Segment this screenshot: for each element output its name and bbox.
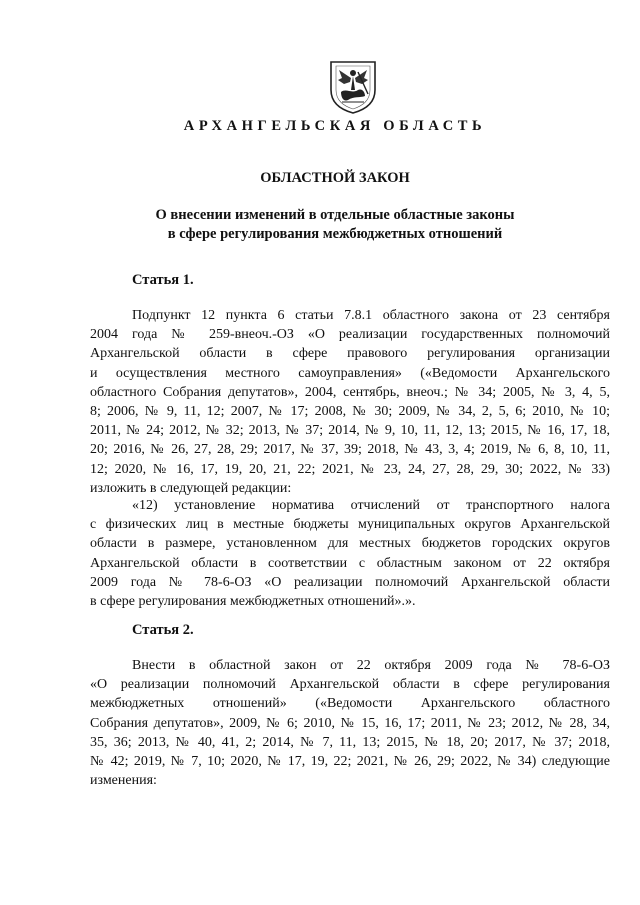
article-1-paragraph-1 bbox=[90, 306, 610, 498]
paragraph-line: и осуществления местного самоуправления» («Ведомости Архангельского bbox=[90, 365, 610, 381]
paragraph-line: 2004 года № 259-внеоч.-ОЗ «О реализации государственных полномочий bbox=[90, 327, 610, 343]
law-type-title: ОБЛАСТНОЙ ЗАКОН bbox=[260, 170, 410, 186]
paragraph-line: Подпункт 12 пункта 6 статьи 7.8.1 областного закона от 23 сентября bbox=[132, 308, 610, 323]
paragraph-line: 2011, № 24; 2012, № 32; 2013, № 37; 2014, № 9, 10, 11, 12, 13; 2015, № 16, 17, 18, bbox=[90, 423, 610, 439]
paragraph-line: изложить в следующей редакции: bbox=[90, 480, 292, 496]
article-2-paragraph-1 bbox=[90, 656, 610, 790]
article-2-heading: Статья 2. bbox=[132, 622, 194, 638]
coat-of-arms-emblem bbox=[328, 60, 378, 114]
law-subtitle-line: в сфере регулирования межбюджетных отношений bbox=[167, 226, 503, 242]
paragraph-line: Внести в областной закон от 22 октября 2009 года № 78-6-ОЗ bbox=[132, 658, 610, 673]
paragraph-line: области в размере, установленном для местных бюджетов городских округов bbox=[90, 536, 610, 552]
paragraph-line: изменения: bbox=[90, 773, 157, 789]
article-1-heading: Статья 1. bbox=[132, 272, 194, 288]
region-title: АРХАНГЕЛЬСКАЯ ОБЛАСТЬ bbox=[183, 118, 487, 134]
paragraph-line: Собрания депутатов», 2009, № 6; 2010, № 15, 16, 17; 2011, № 23; 2012, № 28, 34, bbox=[90, 715, 610, 731]
paragraph-line: 12; 2020, № 16, 17, 19, 20, 21, 22; 2021, № 23, 24, 27, 28, 29, 30; 2022, № 33) bbox=[90, 461, 610, 477]
paragraph-line: Архангельской области в сфере правового регулирования организации bbox=[90, 346, 610, 362]
paragraph-line: межбюджетных отношений» («Ведомости Архангельского областного bbox=[90, 696, 610, 712]
paragraph-line: с физических лиц в местные бюджеты муниципальных округов Архангельской bbox=[90, 517, 610, 533]
paragraph-line: в сфере регулирования межбюджетных отношений».». bbox=[90, 594, 416, 610]
paragraph-line: 20; 2016, № 26, 27, 28, 29; 2017, № 37, 39; 2018, № 43, 3, 4; 2019, № 6, 8, 10, 11, bbox=[90, 442, 610, 458]
article-1-paragraph-2 bbox=[90, 496, 610, 611]
paragraph-line: «О реализации полномочий Архангельской области в сфере регулирования bbox=[90, 677, 610, 693]
paragraph-line: «12) установление норматива отчислений от транспортного налога bbox=[132, 498, 610, 513]
paragraph-line: областного Собрания депутатов», 2004, сентябрь, внеоч.; № 34; 2005, № 3, 4, 5, bbox=[90, 384, 610, 400]
paragraph-line: 8; 2006, № 9, 11, 12; 2007, № 17; 2008, № 30; 2009, № 34, 2, 5, 6; 2010, № 10; bbox=[90, 404, 610, 420]
law-subtitle bbox=[0, 206, 640, 244]
paragraph-line: 35, 36; 2013, № 40, 41, 2; 2014, № 7, 11, 13; 2015, № 18, 20; 2017, № 37; 2018, bbox=[90, 734, 610, 750]
paragraph-line: 2009 года № 78-6-ОЗ «О реализации полномочий Архангельской области bbox=[90, 574, 610, 590]
law-subtitle-line: О внесении изменений в отдельные областные законы bbox=[155, 207, 515, 223]
paragraph-line: № 42; 2019, № 7, 10; 2020, № 17, 19, 22; 2021, № 26, 29; 2022, № 34) следующие bbox=[90, 754, 610, 770]
paragraph-line: Архангельской области в соответствии с областным законом от 22 октября bbox=[90, 555, 610, 571]
